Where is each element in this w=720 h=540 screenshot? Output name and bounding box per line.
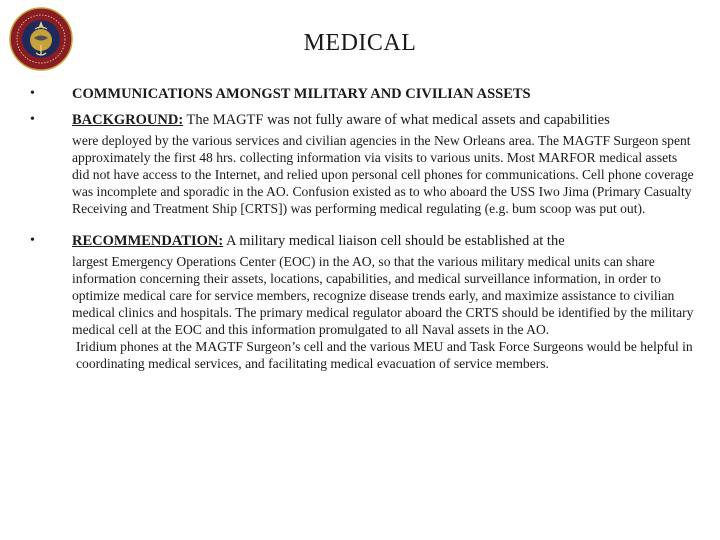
bullet-dot: •: [30, 86, 35, 101]
bullet-heading: BACKGROUND:: [72, 112, 184, 128]
bullet-extra-text: Iridium phones at the MAGTF Surgeon’s cell and the various MEU and Task Force Surgeons would be helpful in coordinating medical services, and facilitating medical evacuation of service members.: [76, 339, 693, 371]
bullet-body-text: largest Emergency Operations Center (EOC) in the AO, so that the various military medical units can share information concerning their assets, locations, capabilities, and medical surveillance information, in order to optimize medical care for service members, recognize disease trends early, and maximize assistance to civilian medical clinics and hospitals. The primary medical regulator aboard the CRTS should be identified by the military medical cell at the EOC and this information promulgated to all Naval assets in the AO.: [72, 254, 694, 337]
bullet-heading: COMMUNICATIONS AMONGST MILITARY AND CIVILIAN ASSETS: [72, 86, 531, 102]
bullet-list: [30, 82, 696, 372]
bullet-lead-text: A military medical liaison cell should be established at the: [223, 233, 565, 249]
bullet-communications: [30, 82, 696, 106]
bullet-background: [30, 108, 696, 217]
bullet-dot: •: [30, 233, 35, 248]
bullet-body-text: were deployed by the various services and civilian agencies in the New Orleans area. The MAGTF Surgeon spent approximately the first 48 hrs. collecting information via visits to various units. Most MARFOR medical assets did not have access to the Internet, and relied upon personal cell phones for communications. Cell phone coverage was incomplete and sporadic in the AO. Confusion existed as to who aboard the USS Iwo Jima (Primary Casualty Receiving and Treatment Ship [CRTS]) was performing medical regulating (e.g. bum scoop was put out).: [72, 133, 694, 216]
bullet-lead-text: The MAGTF was not fully aware of what medical assets and capabilities: [183, 112, 610, 128]
bullet-heading: RECOMMENDATION:: [72, 233, 224, 249]
bullet-dot: •: [30, 112, 35, 127]
page-title: MEDICAL: [303, 30, 417, 56]
bullet-recommendation: [30, 229, 696, 372]
